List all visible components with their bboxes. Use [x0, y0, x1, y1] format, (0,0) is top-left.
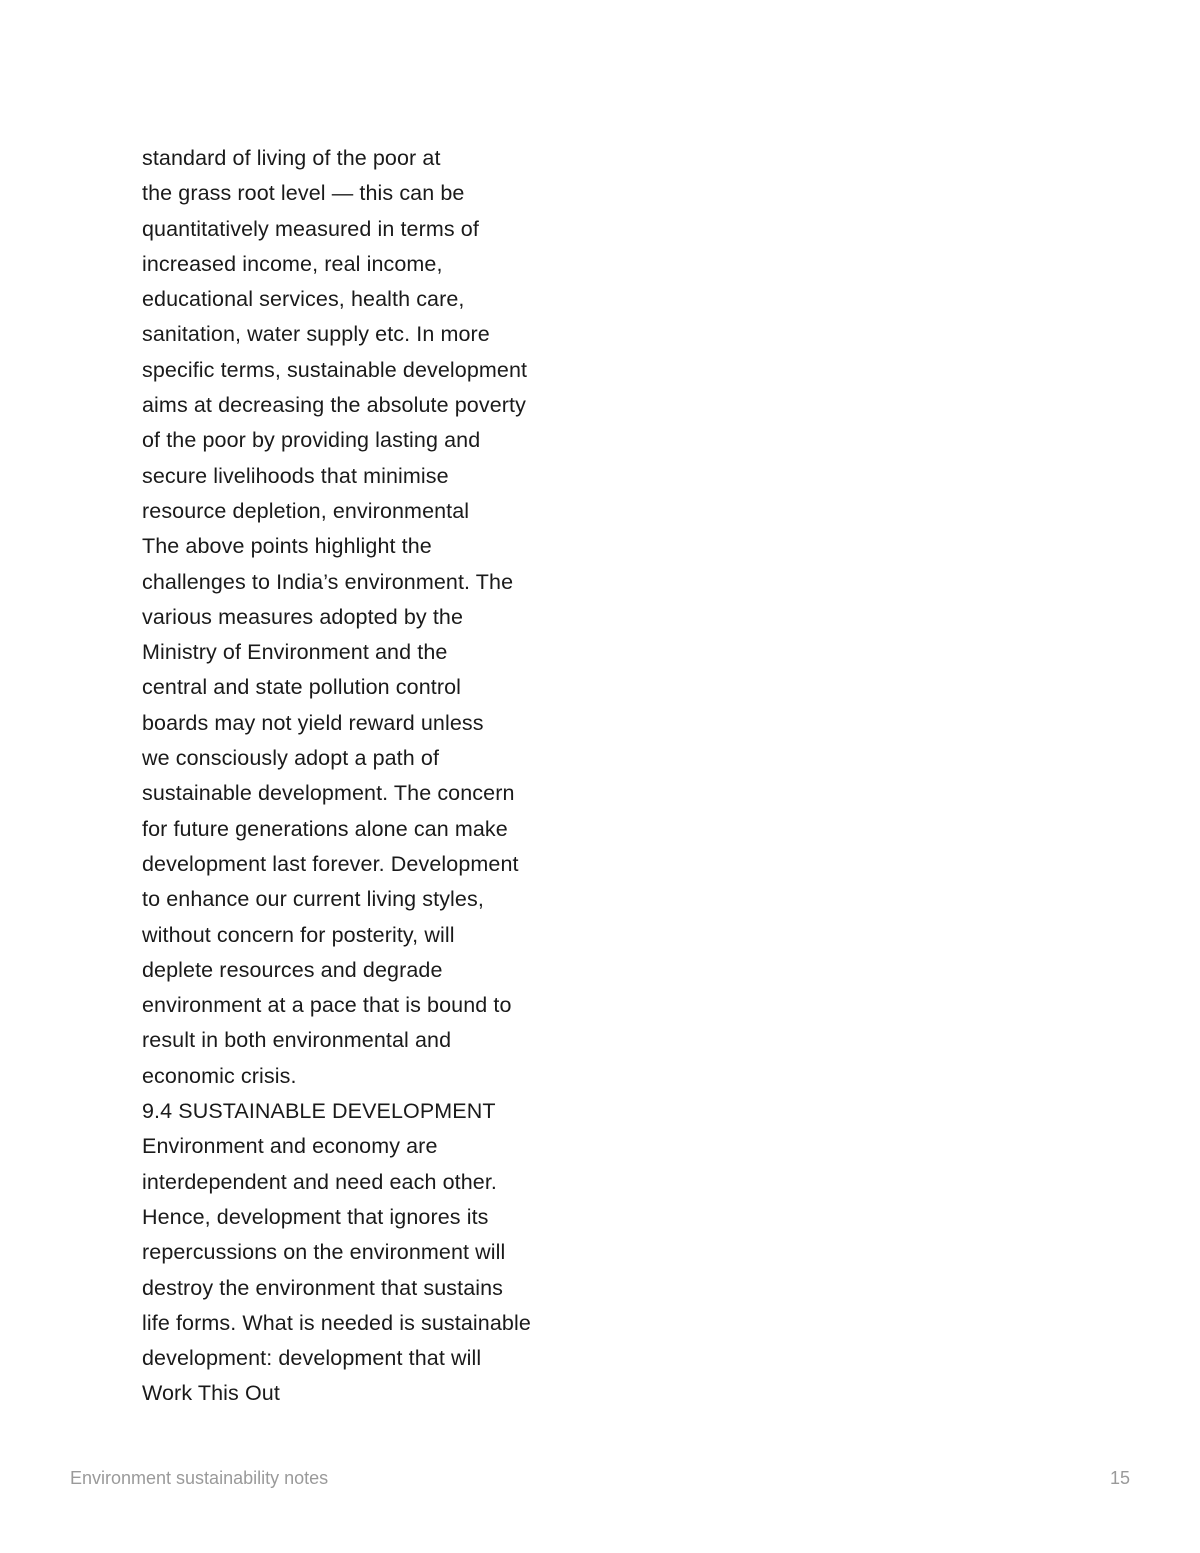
- text-line: sanitation, water supply etc. In more: [142, 322, 490, 347]
- text-line: without concern for posterity, will: [142, 922, 455, 947]
- text-line: various measures adopted by the: [142, 604, 464, 629]
- text-line: sustainable development. The concern: [142, 781, 515, 806]
- text-line: Hence, development that ignores its: [142, 1204, 489, 1229]
- text-line: Ministry of Environment and the: [142, 640, 448, 665]
- text-line: development: development that will: [142, 1346, 482, 1371]
- text-line: increased income, real income,: [142, 251, 443, 276]
- text-line: deplete resources and degrade: [142, 957, 443, 982]
- text-line: of the poor by providing lasting and: [142, 428, 481, 453]
- text-line: Work This Out: [142, 1381, 280, 1406]
- text-line: aims at decreasing the absolute poverty: [142, 393, 526, 418]
- text-line: the grass root level — this can be: [142, 181, 465, 206]
- text-line: for future generations alone can make: [142, 816, 508, 841]
- text-line: central and state pollution control: [142, 675, 462, 700]
- text-line: quantitatively measured in terms of: [142, 216, 479, 241]
- text-line: repercussions on the environment will: [142, 1240, 506, 1265]
- text-line: economic crisis.: [142, 1063, 297, 1088]
- text-line: destroy the environment that sustains: [142, 1275, 504, 1300]
- section-heading: 9.4 SUSTAINABLE DEVELOPMENT: [142, 1099, 496, 1124]
- text-line: secure livelihoods that minimise: [142, 463, 449, 488]
- text-line: standard of living of the poor at: [142, 146, 441, 170]
- text-line: The above points highlight the: [142, 534, 432, 559]
- text-line: resource depletion, environmental: [142, 498, 470, 523]
- text-line: educational services, health care,: [142, 287, 465, 312]
- text-line: development last forever. Development: [142, 851, 519, 876]
- text-line: specific terms, sustainable development: [142, 357, 528, 382]
- text-line: Environment and economy are: [142, 1134, 438, 1159]
- body-text: [142, 141, 582, 1412]
- text-line: challenges to India’s environment. The: [142, 569, 514, 594]
- footer-title: Environment sustainability notes: [70, 1468, 329, 1488]
- text-line: boards may not yield reward unless: [142, 710, 484, 735]
- page-footer: [70, 1464, 1130, 1492]
- text-line: environment at a pace that is bound to: [142, 993, 512, 1018]
- text-line: to enhance our current living styles,: [142, 887, 484, 912]
- text-line: interdependent and need each other.: [142, 1169, 497, 1194]
- text-line: we consciously adopt a path of: [142, 746, 440, 771]
- text-line: life forms. What is needed is sustainable: [142, 1310, 531, 1335]
- text-line: result in both environmental and: [142, 1028, 452, 1053]
- page-number: 15: [1109, 1468, 1130, 1488]
